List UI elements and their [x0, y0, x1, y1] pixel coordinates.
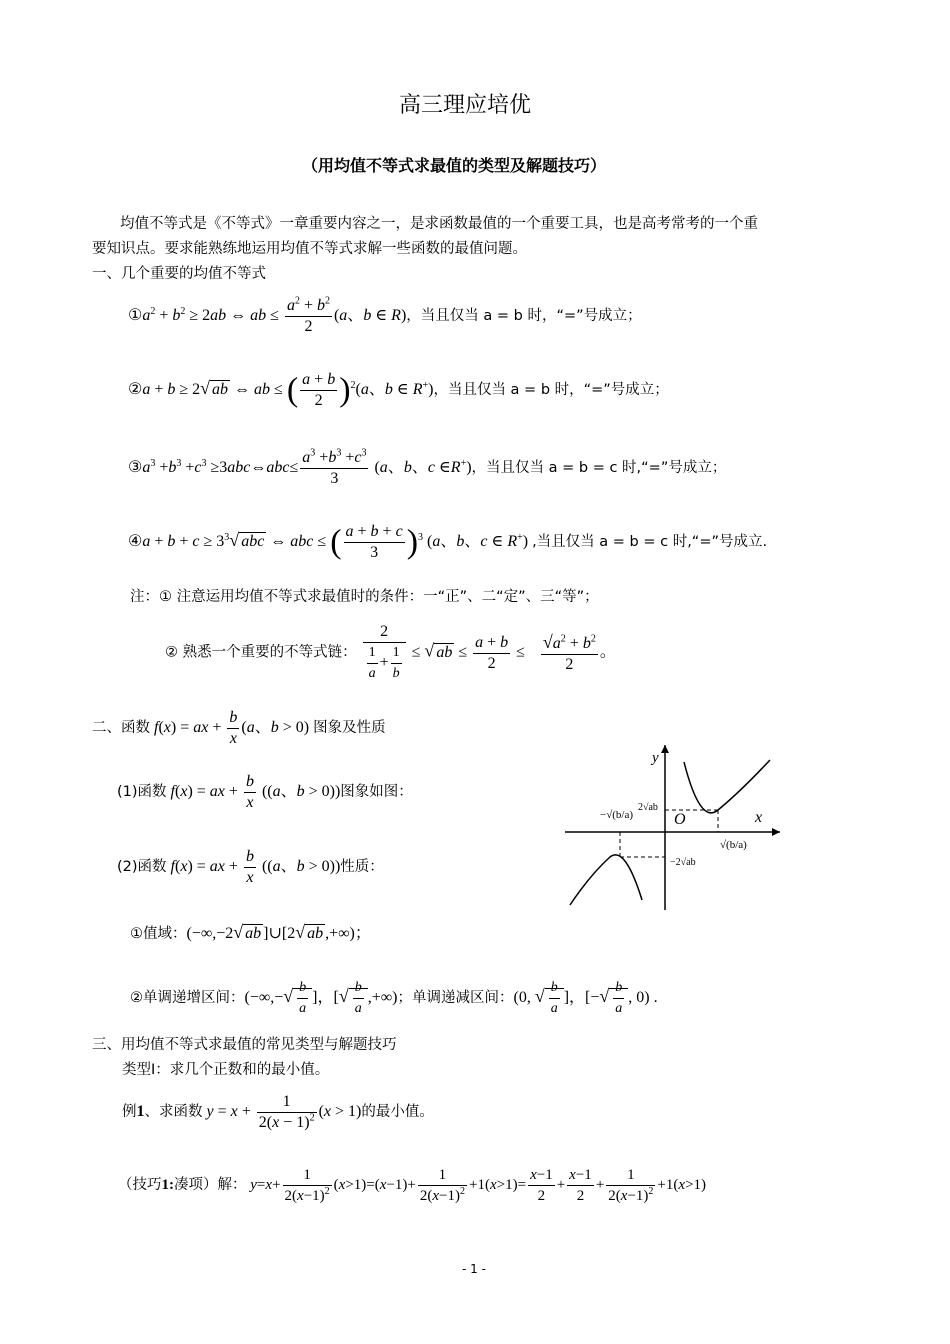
curve-right-branch	[684, 760, 770, 813]
formula-4-condition: ,当且仅当 a = b = c 时,“=”号成立.	[532, 534, 768, 551]
section-2-suffix: 图象及性质	[313, 720, 386, 737]
svg-text:O: O	[674, 811, 686, 828]
page-number: - 1 -	[462, 1262, 486, 1276]
property-2-prefix: (2)函数	[117, 859, 167, 876]
formula-2-condition: ，当且仅当 a = b 时，“=”号成立；	[433, 382, 669, 399]
type-1-heading: 类型Ⅰ：求几个正数和的最小值。	[122, 1062, 330, 1078]
formula-1: $①a^2 + b^2 \ge 2ab$ ⇔ ab ≤ $\frac{a^2 + b^2}{2}$ (a、b ∈ R)，当且仅当 a = b 时，“=”号成立；	[128, 295, 642, 335]
tip-1-prefix: （技巧	[118, 1176, 162, 1193]
note-2-label: ② 熟悉一个重要的不等式链：	[165, 644, 357, 661]
tip-1-solution: （技巧1:凑项）解： y=x+ $\frac{1}{2(x-1)^2}$ (x>1)=(x−1)+ $\frac{1}{2(x-1)^2}$ +1(x>1)= $\frac{x-1}{2}$ + $\frac{x-1}{2}$ + $\frac{1}{2(x-1)^2}$ +1(x>1)	[118, 1167, 707, 1204]
example-1-mid: 、求函数	[144, 1104, 203, 1121]
section-1-heading: 一、几个重要的均值不等式	[92, 266, 266, 282]
formula-2: ②a + b ≥ 2√ ab ⇔ ab ≤ ( $\frac{a + b}{2}$ )$^2$(a、b ∈ R+)，当且仅当 a = b 时，“=”号成立；	[128, 371, 669, 409]
formula-1-condition: ，当且仅当 a = b 时，“=”号成立；	[406, 308, 642, 325]
intro-text-2: 要知识点。要求能熟练地运用均值不等式求解一些函数的最值问题。	[92, 241, 527, 257]
section-2-prefix: 二、函数	[92, 720, 150, 737]
curve-left-branch	[570, 855, 642, 905]
svg-text:x: x	[755, 809, 763, 826]
page-subtitle: （用均值不等式求最值的类型及解题技巧）	[302, 156, 607, 175]
example-1-number: 1	[136, 1103, 145, 1121]
property-2-suffix: 性质：	[340, 859, 384, 876]
tip-1-number: 1:	[161, 1176, 174, 1193]
page-title: 高三理应培优	[399, 93, 532, 118]
svg-text:y: y	[652, 750, 659, 766]
formula-3-condition: ，当且仅当 a = b = c 时,“=”号成立；	[471, 460, 727, 477]
formula-3: $③a^3 +b^3 +c^3$ ≥3abc⇔abc≤ $\frac{a^3 +b^3 +c^3}{3}$ (a、b、c ∈R+)，当且仅当 a = b = c 时,“=”号成立；	[128, 447, 727, 487]
monotonic-line: ②单调递增区间：(−∞,−√ $\frac{b}{a}$ ]，[√ $\frac{b}{a}$ ,+∞)；单调递减区间：(0, √ $\frac{b}{a}$ ]，[−√ $\frac{b}{a}$ , 0) .	[130, 980, 658, 1016]
function-graph	[560, 740, 790, 915]
property-2: (2)函数 f(x) = ax + $\frac{b}{x}$ ((a、b > 0))性质：	[117, 848, 384, 886]
monotonic-dec-label: ；单调递减区间：	[397, 990, 514, 1007]
section-2-heading: 二、函数 f(x) = ax + $\frac{b}{x}$ (a、b > 0) 图象及性质	[92, 709, 386, 747]
property-1: (1)函数 f(x) = ax + $\frac{b}{x}$ ((a、b > 0))图象如图：	[117, 773, 413, 811]
svg-text:2√ab: 2√ab	[638, 802, 658, 813]
property-1-suffix: 图象如图：	[340, 784, 413, 801]
formula-4: ④a + $b + c \ge 3^3√$ abc ⇔ abc ≤ ( $\frac{a + b + c}{3}$ )$^3$ (a、b、c ∈ R+) ,当且仅当 a = b = c 时,“=”号成立.	[128, 523, 768, 561]
example-1-prefix: 例	[122, 1104, 137, 1121]
svg-text:√(b/a): √(b/a)	[720, 839, 747, 851]
property-1-prefix: (1)函数	[117, 784, 167, 801]
example-1: 例1、求函数 y = x + $\frac{1}{2(x - 1)^2}$ (x > 1)的最小值。	[122, 1093, 434, 1131]
intro-text-1: 均值不等式是《不等式》一章重要内容之一，是求函数最值的一个重要工具，也是高考常考的一个重	[120, 216, 758, 232]
range-label: ①值域：	[130, 926, 187, 942]
tip-1-suffix: 凑项）解：	[174, 1176, 247, 1193]
range-line: ①值域：(−∞,−2√ ab ]∪[2√ ab ,+∞)；	[130, 922, 371, 942]
example-1-suffix: 的最小值。	[361, 1104, 434, 1121]
section-3-heading: 三、用均值不等式求最值的常见类型与解题技巧	[92, 1037, 397, 1053]
svg-text:−√(b/a): −√(b/a)	[600, 809, 634, 821]
x-axis-arrow	[772, 828, 780, 836]
monotonic-inc-label: ②单调递增区间：	[130, 990, 245, 1007]
note-1: 注：① 注意运用均值不等式求最值时的条件：一“正”、二“定”、三“等”；	[130, 589, 599, 605]
svg-text:−2√ab: −2√ab	[670, 857, 696, 868]
y-axis-arrow	[661, 745, 669, 753]
note-2-chain: ② 熟悉一个重要的不等式链： 2 $\frac{1}{a}$ + $\frac{1}{b}$ ≤ √ ab ≤ $\frac{a + b}{2}$ ≤ $\frac{√a^2 + b^2}{2}$ 。	[165, 623, 616, 681]
